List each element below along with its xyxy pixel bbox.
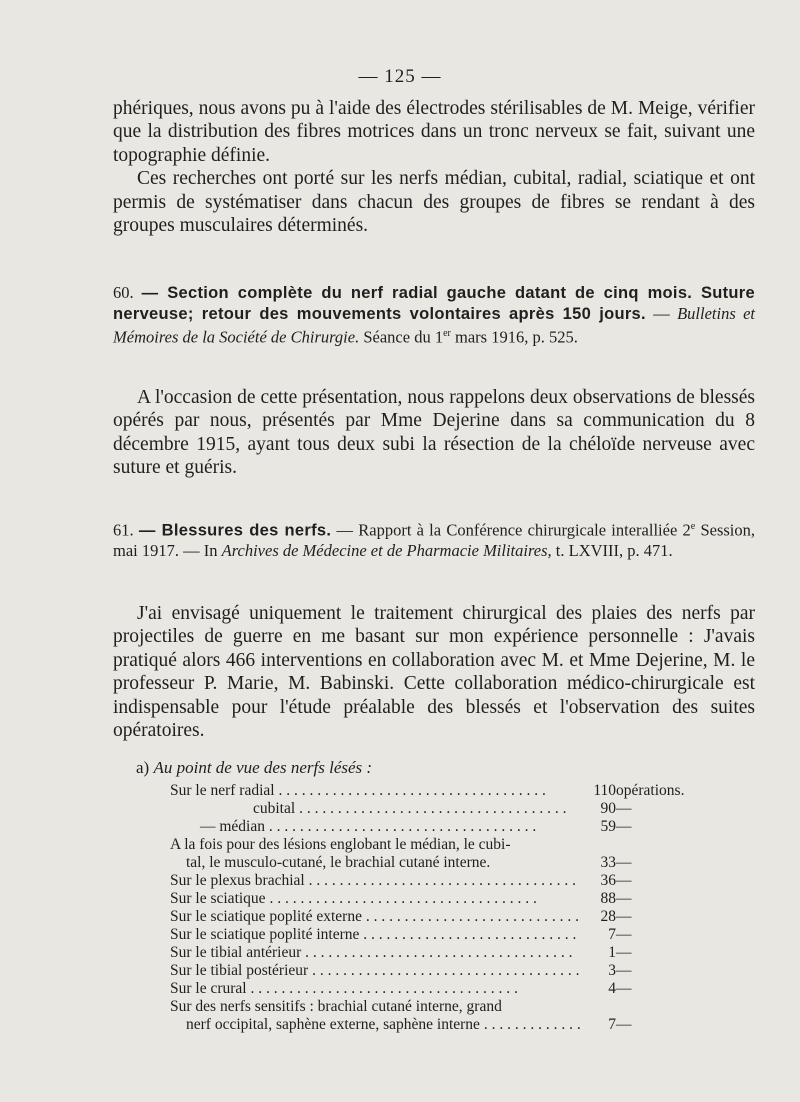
intro-section (113, 97, 755, 237)
entry-61-heading (113, 517, 755, 562)
row-label: Sur le tibial postérieur (170, 962, 309, 979)
table-cell-unit: — (616, 800, 632, 817)
row-label: Sur le sciatique poplité interne (170, 926, 360, 943)
entry-61 (113, 517, 755, 562)
table-cell-count (588, 836, 616, 854)
entry-61-source: Archives de Médecine et de Pharmacie Militaires, (221, 541, 552, 560)
row-label-wrap (170, 836, 580, 854)
table-row (170, 872, 706, 890)
table-row (170, 1016, 706, 1034)
entry-61-number: 61. (113, 520, 134, 540)
entry-60-heading (113, 283, 755, 348)
entry-61-rapport-suffix: t. LXVIII, p. 471. (551, 541, 673, 560)
table-cell-unit: — (616, 962, 632, 979)
entry-60-dash: — (645, 303, 678, 323)
leader-dots (265, 818, 536, 835)
entry-61-rapport-sup: e (690, 521, 696, 532)
table-cell-label (170, 944, 588, 962)
table-cell-unit: — (616, 854, 632, 871)
table-row (170, 980, 706, 998)
intro-paragraph-2: Ces recherches ont porté sur les nerfs médian, cubital, radial, sciatique et ont permis de systématiser dans chacun des groupes de fibres se rendant à des groupes musculaires déterminés. (113, 168, 755, 237)
leader-dots (480, 1016, 580, 1033)
table-cell-unit: — (616, 890, 632, 907)
table-cell-count: 90 (600, 800, 616, 817)
row-label-wrap (170, 890, 580, 908)
row-label: Sur le plexus brachial (170, 872, 305, 889)
table-row (170, 962, 706, 980)
row-label-wrap (170, 854, 580, 872)
table-row (170, 818, 706, 836)
table-row (170, 800, 706, 818)
table-cell-label (170, 800, 588, 818)
entry-60-title: — Section complète du nerf radial gauche datant de cinq mois. Suture nerveuse; retour des mouvements volontaires après 150 jours. (113, 284, 756, 323)
entry-60-body (113, 386, 755, 480)
row-label-wrap (170, 980, 580, 998)
table-cell-label (170, 926, 588, 944)
table-cell-count: 1 (608, 944, 616, 961)
row-label: Sur le sciatique (170, 890, 266, 907)
table-cell-unit: — (616, 908, 632, 925)
entry-60 (113, 283, 755, 348)
leader-dots (362, 908, 580, 925)
page-number: — 125 — (358, 66, 442, 87)
table-cell-label (170, 998, 588, 1016)
table-cell-count: 59 (600, 818, 616, 835)
row-label-wrap (170, 782, 580, 800)
table-cell-label (170, 890, 588, 908)
row-label: A la fois pour des lésions englobant le médian, le cubi- (170, 836, 511, 853)
table-cell-count: 33 (600, 854, 616, 871)
leader-dots (301, 944, 572, 961)
entry-61-rapport-middle: Session, mai 1917. — In (113, 520, 756, 560)
row-label-wrap (170, 1016, 580, 1034)
table-row (170, 836, 706, 854)
table-cell-label (170, 1016, 588, 1034)
table-cell-count: 110 (593, 782, 616, 799)
table-row (170, 926, 706, 944)
table-cell-label (170, 782, 588, 800)
entry-60-seance-suffix: mars 1916, p. 525. (450, 327, 578, 347)
entry-60-number: 60. (113, 283, 134, 302)
row-label: tal, le musculo-cutané, le brachial cutané interne. (186, 854, 491, 871)
leader-dots (359, 926, 580, 943)
row-label: — médian (200, 818, 265, 835)
table-cell-label (170, 872, 588, 890)
leader-dots (247, 980, 518, 997)
table-cell-count: 36 (600, 872, 616, 889)
row-label: Sur le nerf radial (170, 782, 275, 799)
row-label-wrap (170, 872, 580, 890)
table-cell-label (170, 962, 588, 980)
table-cell-label (170, 854, 588, 872)
table-row (170, 890, 706, 908)
row-label-wrap (170, 998, 580, 1016)
entry-61-paragraph: J'ai envisagé uniquement le traitement chirurgical des plaies des nerfs par projectiles de guerre en me basant sur mon expérience personnelle : J'avais pratiqué alors 466 interventions en collaboration avec M. et Mme Dejerine, M. le professeur P. Marie, M. Babinski. Cette collaboration médico-chirurgicale est indispensable pour l'étude préalable des blessés et l'observation des suites opératoires. (113, 603, 755, 742)
entry-60-paragraph: A l'occasion de cette présentation, nous rappelons deux observations de blessés opérés par nous, présentés par Mme Dejerine dans sa communication du 8 décembre 1915, ayant tous deux subi la résection de la chéloïde nerveuse avec suture et guéris. (113, 387, 755, 479)
table-cell-count: 7 (608, 1016, 616, 1033)
leader-dots (295, 800, 566, 817)
subheading-text: Au point de vue des nerfs lésés : (153, 758, 373, 777)
table-cell-count: 88 (600, 890, 616, 907)
table-row (170, 908, 706, 926)
leader-dots (305, 872, 576, 889)
row-label-wrap (170, 926, 580, 944)
table-cell-label (170, 908, 588, 926)
row-label-wrap (170, 962, 580, 980)
table-cell-unit: — (616, 1016, 632, 1033)
subheading-prefix: a) (136, 758, 154, 777)
table-cell-unit: — (616, 926, 632, 943)
table-cell-count: 7 (608, 926, 616, 943)
row-label-wrap (170, 818, 580, 836)
table-cell-unit: — (616, 872, 632, 889)
table-cell-count (588, 998, 616, 1016)
table-row (170, 782, 706, 800)
row-label: nerf occipital, saphène externe, saphène interne (186, 1016, 480, 1033)
leader-dots (308, 962, 579, 979)
table-cell-unit: — (616, 980, 632, 997)
row-label: Sur le tibial antérieur (170, 944, 302, 961)
row-label-wrap (170, 908, 580, 926)
entry-60-seance-sup: er (443, 328, 451, 339)
row-label-wrap (170, 944, 580, 962)
intro-paragraph-1: phériques, nous avons pu à l'aide des électrodes stérilisables de M. Meige, vérifier que la distribution des fibres motrices dans un tronc nerveux se fait, suivant une topographie définie. (113, 98, 755, 166)
table-cell-count: 3 (608, 962, 616, 979)
entry-60-seance: Séance du 1 (359, 327, 444, 347)
entry-61-rapport: — Rapport à la Conférence chirurgicale interalliée 2 (331, 520, 691, 540)
table-cell-unit: opérations. (616, 782, 685, 799)
row-label: cubital (253, 800, 296, 817)
table-cell-unit (616, 998, 706, 1016)
table-cell-unit (616, 836, 706, 854)
row-label: Sur des nerfs sensitifs : brachial cutané interne, grand (170, 998, 502, 1015)
table-cell-unit: — (616, 944, 632, 961)
operations-table (170, 782, 706, 1034)
leader-dots (275, 782, 546, 799)
entry-61-body (113, 602, 755, 742)
table-row (170, 854, 706, 872)
table-cell-count: 28 (600, 908, 616, 925)
row-label: Sur le crural (170, 980, 247, 997)
entry-60-source: Bulletins et Mémoires de la Société de Chirurgie. (113, 303, 755, 347)
table-row (170, 998, 706, 1016)
table-row (170, 944, 706, 962)
row-label-wrap (170, 800, 580, 818)
leader-dots (266, 890, 537, 907)
subheading-nerfs-leses (136, 758, 372, 778)
entry-61-title: — Blessures des nerfs. (138, 521, 332, 540)
row-label: Sur le sciatique poplité externe (170, 908, 362, 925)
table-cell-label (170, 980, 588, 998)
table-cell-unit: — (616, 818, 632, 835)
table-cell-label (170, 836, 588, 854)
table-cell-count: 4 (608, 980, 616, 997)
table-cell-label (170, 818, 588, 836)
